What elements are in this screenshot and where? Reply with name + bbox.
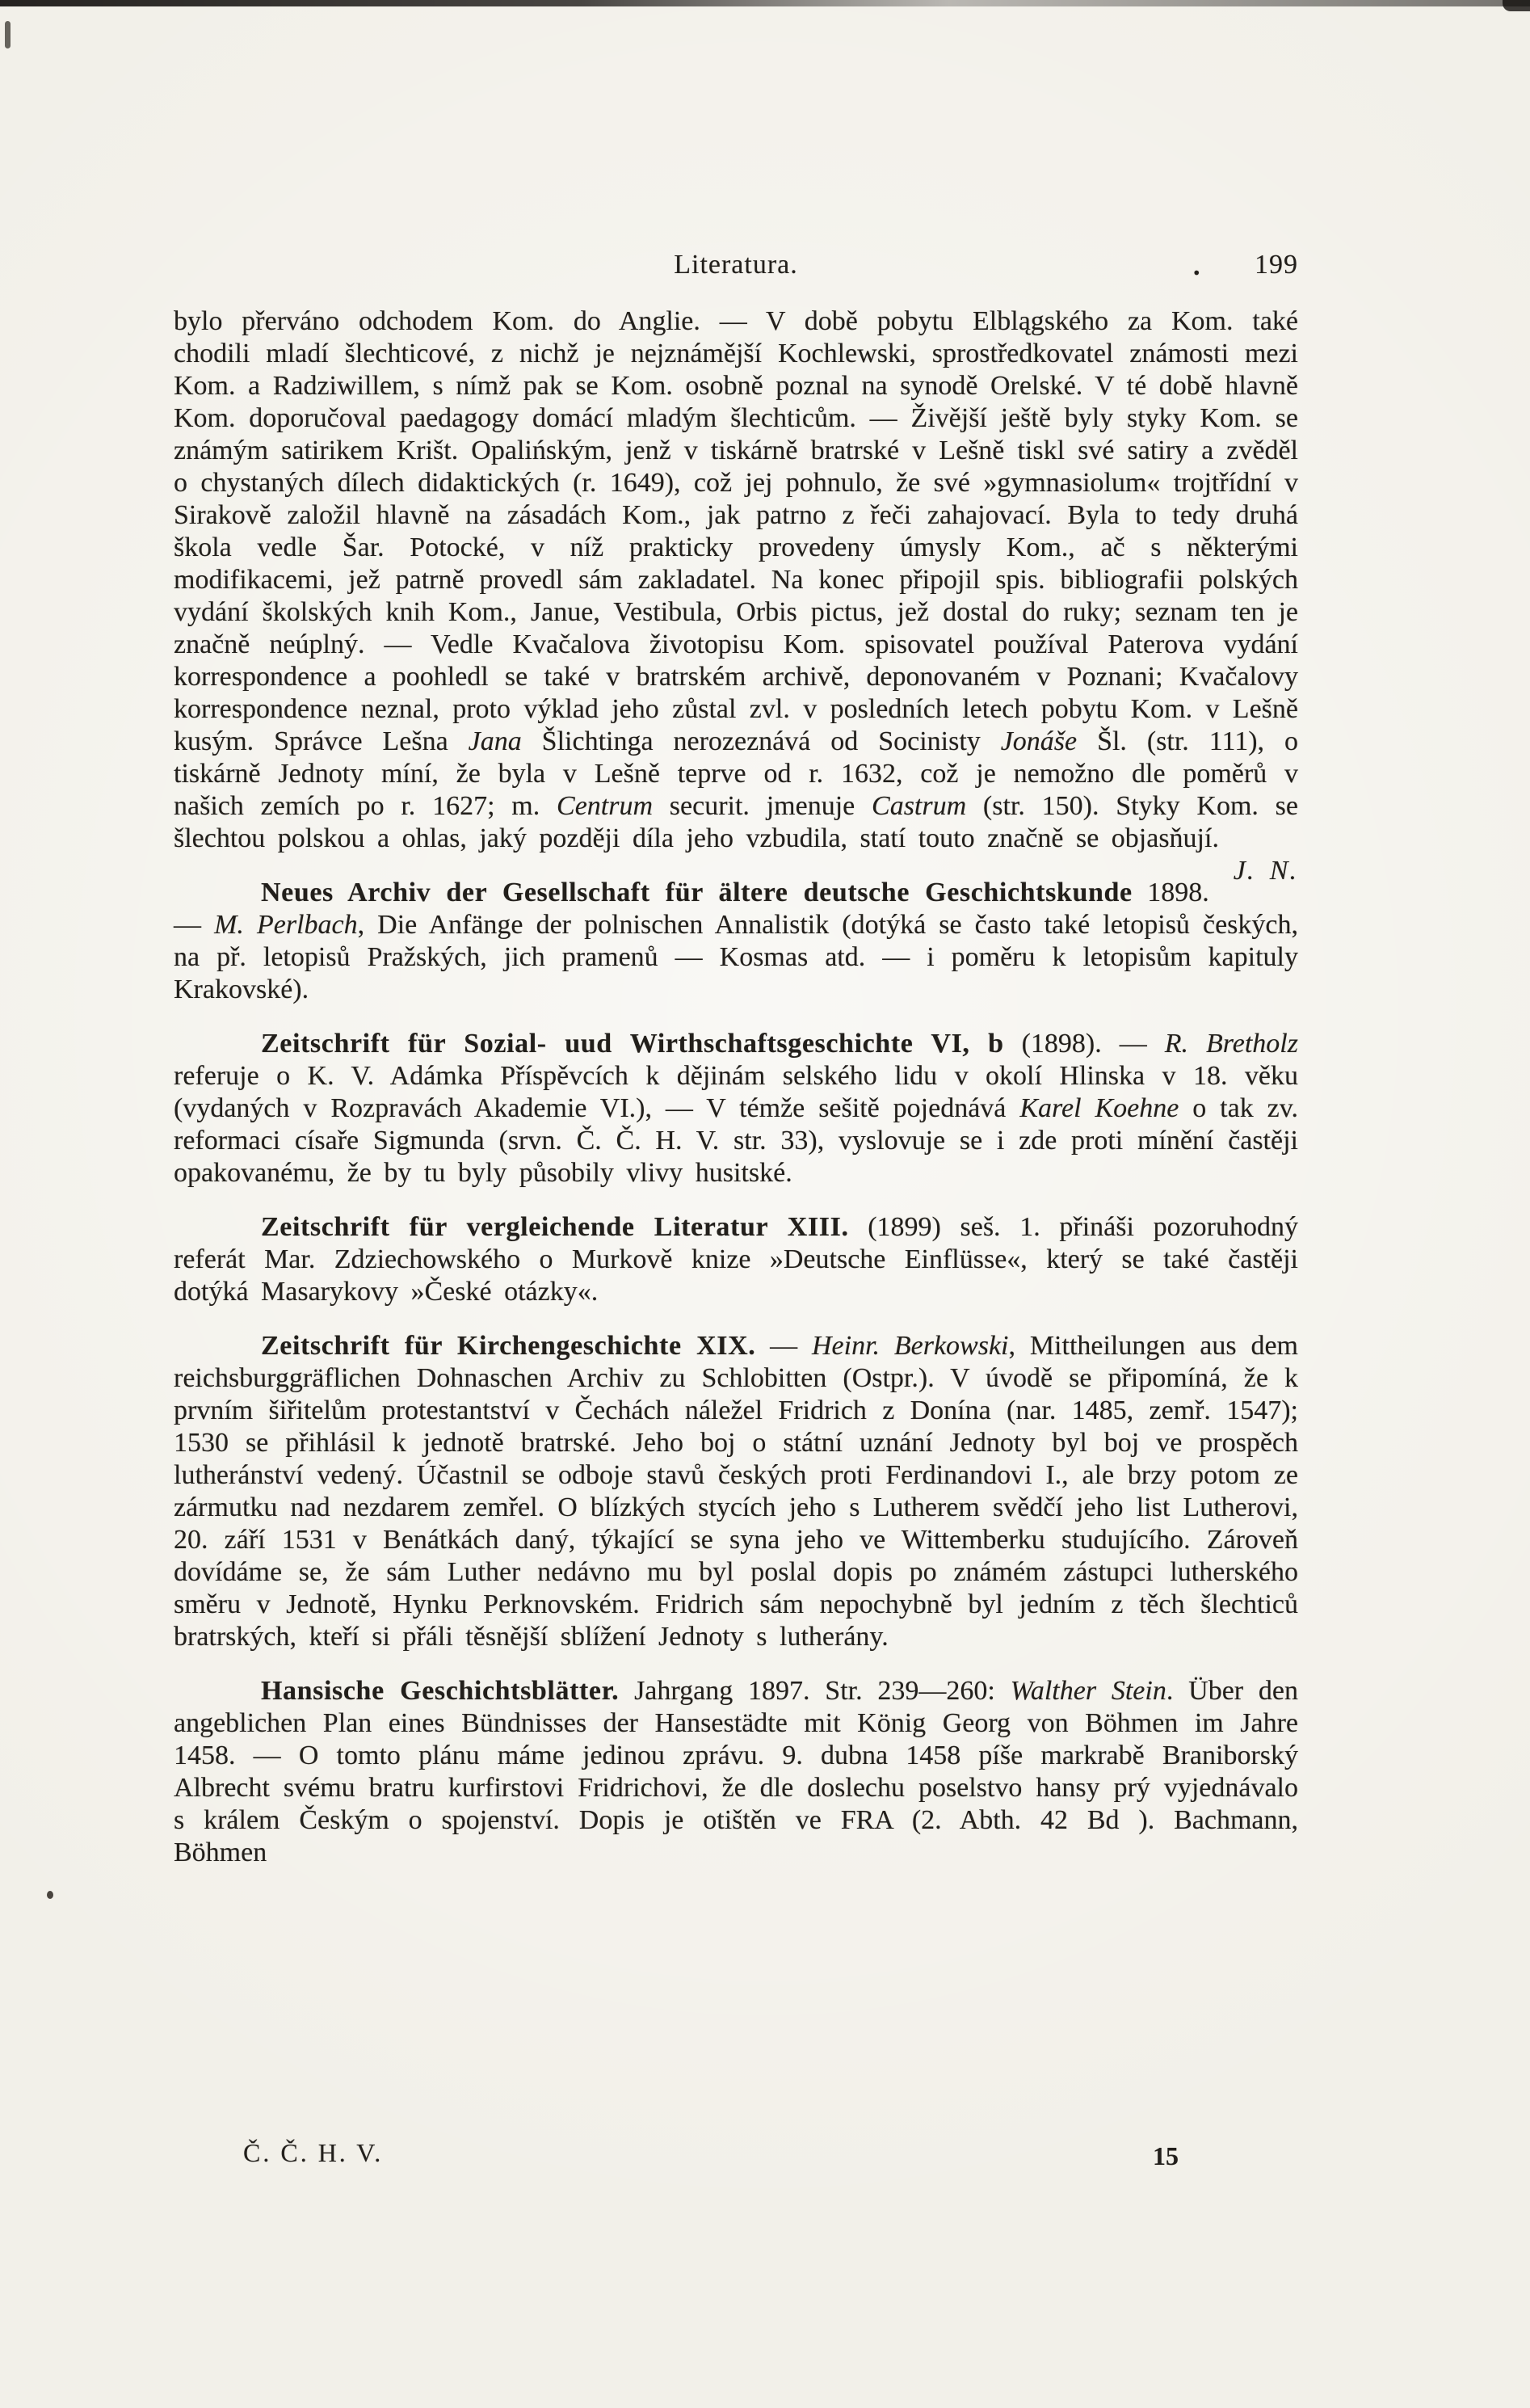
page-header bbox=[174, 247, 1298, 283]
paragraph-hansische-geschichtsblaetter bbox=[174, 1675, 1298, 1869]
proper-name-italic: Jonáše bbox=[1000, 726, 1078, 756]
journal-title: Zeitschrift für vergleichende Literatur XIII. bbox=[261, 1212, 849, 1242]
reviewer-initials: J. N. bbox=[1233, 856, 1298, 886]
body-text: o tak zv. reformaci císaře Sigmunda (srvn. Č. Č. H. V. str. 33), vyslovuje se i zde proti mínění častěji opakovanému, že by tu byly působily vlivy husitské. bbox=[174, 1093, 1299, 1188]
body-text: bylo přerváno odchodem Kom. do Anglie. — V době pobytu Elblągského za Kom. také chodili mladí šlechticové, z nichž je nejznámější Kochlewski, sprostředkovatel známosti mezi Kom. a Radziwillem, s nímž pak se Kom. osobně poznal na synodě Orelské. V té době hlavně Kom. doporučoval paedagogy domácí mladým šlechticům. — Živější ještě byly styky Kom. se známým satirikem Krišt. Opalińským, jenž v tiskárně bratrské v Lešně tiskl své satiry a zvěděl o chystaných dílech didaktických (r. 1649), což jej pohnulo, že své »gymnasiolum« trojtřídní v Sirakově založil hlavně na zásadách Kom., jak patrno z řeči zahajovací. Byla to tedy druhá škola vedle Šar. Potocké, v níž prakticky provedeny úmysly Kom., ač s některými modifikacemi, jež patrně provedl sám zakladatel. Na konec připojil spis. bibliografii polských vydání školských knih Kom., Janue, Vestibula, Orbis pictus, jež dostal do ruky; seznam ten je značně neúplný. — Vedle Kvačalova životopisu Kom. spisovatel používal Paterova vydání korrespondence a poohledl se také v bratrském archivě, deponovaném v Poznani; Kvačalovy korrespondence neznal, proto výklad jeho zůstal zvl. v posledních letech pobytu Kom. v Lešně kusým. Správce Lešna bbox=[174, 306, 1298, 756]
body-text: 1898. — bbox=[174, 878, 1209, 940]
body-text: — bbox=[755, 1331, 812, 1361]
journal-title: Zeitschrift für Sozial- uud Wirthschaftsgeschichte VI, b bbox=[261, 1029, 1004, 1059]
body-text: (1899) seš. 1. přináši pozoruhodný referát Mar. Zdziechowského o Murkově knize »Deutsche Einflüsse«, který se také častěji dotýká Masarykovy »České otázky«. bbox=[174, 1212, 1298, 1307]
proper-name-italic: Heinr. Berkowski bbox=[811, 1331, 1009, 1361]
scan-edge-artifact-top bbox=[0, 0, 1530, 6]
body-text: referuje o K. V. Adámka Příspěvcích k dějinám selského lidu v okolí Hlinska v 18. věku (vydaných v Rozpravách Akademie VI.), — V témže sešitě pojednává bbox=[174, 1061, 1298, 1123]
proper-name-italic: Walther Stein bbox=[1010, 1676, 1166, 1706]
page-title: Literatura. bbox=[674, 250, 798, 280]
paragraph-neues-archiv bbox=[174, 877, 1298, 1006]
paragraph-zeitschrift-kirchengeschichte bbox=[174, 1330, 1298, 1653]
proper-name-italic: Castrum bbox=[872, 791, 967, 821]
paragraph-komensky-review-continuation bbox=[174, 305, 1298, 886]
journal-signature: Č. Č. H. V. bbox=[243, 2138, 384, 2167]
paragraph-zeitschrift-vergleichende-literatur bbox=[174, 1211, 1298, 1308]
body-text: , Die Anfänge der polnischen Annalistik (dotýká se často také letopisů českých, na př. letopisů Pražských, jich pramenů — Kosmas atd. — i poměru k letopisům kapituly Krakovské). bbox=[174, 910, 1298, 1004]
article-body bbox=[174, 305, 1298, 1869]
sheet-number: 15 bbox=[1153, 2141, 1179, 2170]
scan-edge-artifact-corner bbox=[1503, 0, 1530, 11]
ink-dot-artifact: . bbox=[1193, 251, 1201, 281]
body-text: , Mittheilungen aus dem reichsburggräflichen Dohnaschen Archiv zu Schlobitten (Ostpr.). V úvodě se připomíná, že k prvním šiřitelům protestantství v Čechách náležel Fridrich z Donína (nar. 1485, zemř. 1547); 1530 se přihlásil k jednotě bratrské. Jeho boj o státní uznání Jednoty byl boj ve prospěch lutheránství vedený. Účastnil se odboje stavů českých proti Ferdinandovi I., ale brzy potom ze zármutku nad nezdarem zemřel. O blízkých stycích jeho s Lutherem svědčí jeho list Lutherovi, 20. září 1531 v Benátkách daný, týkající se syna jeho ve Wittemberku studujícího. Zároveň dovídáme se, že sám Luther nedávno mu byl poslal dopis po známém zástupci lutherského směru v Jednotě, Hynku Perknovském. Fridrich sám nepochybně byl jedním z těch šlechticů bratrských, kteří si přáli těsnější sblížení Jednoty s lutherány. bbox=[174, 1331, 1298, 1652]
journal-title: Zeitschrift für Kirchengeschichte XIX. bbox=[261, 1331, 756, 1361]
page-footer bbox=[174, 2135, 1298, 2170]
ink-speck bbox=[5, 21, 11, 48]
body-text: Šlichtinga nerozeznává od Socinisty bbox=[521, 726, 1001, 756]
proper-name-italic: M. Perlbach bbox=[214, 910, 358, 940]
proper-name-italic: Karel Koehne bbox=[1019, 1093, 1179, 1123]
paragraph-zeitschrift-sozial-wirthschaftsgeschichte bbox=[174, 1028, 1298, 1189]
proper-name-italic: Jana bbox=[468, 726, 522, 756]
body-text: (str. 150). Styky Kom. se šlechtou polskou a ohlas, jaký později díla jeho vzbudila, statí touto značně se objasňují. bbox=[174, 791, 1298, 853]
body-text: . Über den angeblichen Plan eines Bündnisses der Hansestädte mit König Georg von Böhmen im Jahre 1458. — O tomto plánu máme jedinou zprávu. 9. dubna 1458 píše markrabě Braniborský Albrecht svému bratru kurfirstovi Fridrichovi, že dle doslechu poselstvo hansy prý vyjednávalo s králem Českým o spojenství. Dopis je otištěn ve FRA (2. Abth. 42 Bd ). Bachmann, Böhmen bbox=[174, 1676, 1298, 1867]
body-text: securit. jmenuje bbox=[653, 791, 872, 821]
body-text: Šl. (str. 111), o tiskárně Jednoty míní, že byla v Lešně teprve od r. 1632, což je nemožno dle poměrů v našich zemích po r. 1627; m. bbox=[174, 726, 1298, 821]
proper-name-italic: R. Bretholz bbox=[1164, 1029, 1298, 1059]
journal-title: Neues Archiv der Gesellschaft für ältere deutsche Geschichtskunde bbox=[261, 878, 1133, 907]
journal-title: Hansische Geschichtsblätter. bbox=[261, 1676, 620, 1706]
body-text: (1898). — bbox=[1003, 1029, 1165, 1059]
ink-speck bbox=[47, 1891, 53, 1899]
body-text: Jahrgang 1897. Str. 239—260: bbox=[619, 1676, 1011, 1706]
page-number: 199 bbox=[1255, 250, 1298, 280]
proper-name-italic: Centrum bbox=[557, 791, 654, 821]
